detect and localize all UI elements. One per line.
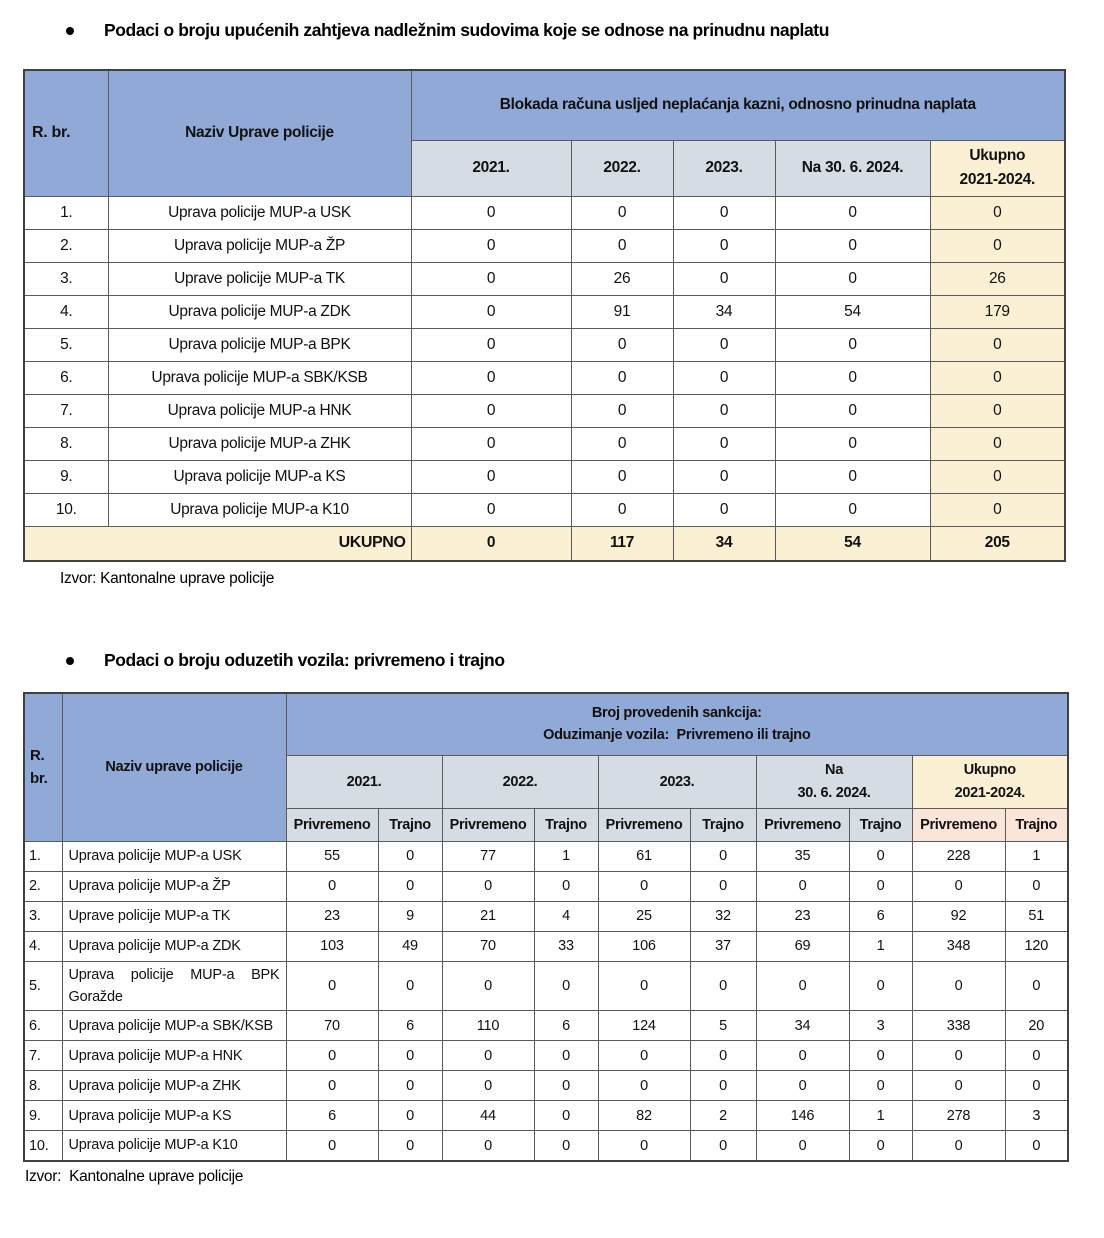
value-ukupno-trajno: 0 xyxy=(1005,1131,1068,1161)
value-2023-trajno: 0 xyxy=(690,871,756,901)
value-2023-trajno: 0 xyxy=(690,841,756,871)
police-administration-name: Uprava policije MUP-a USK xyxy=(62,841,286,871)
value-2022-trajno: 0 xyxy=(534,961,598,1011)
value-2022: 0 xyxy=(571,493,673,526)
col-header-na-2024 xyxy=(756,755,912,808)
police-administration-name: Uprava policije MUP-a BPK Goražde xyxy=(62,961,286,1011)
row-number: 3. xyxy=(24,262,108,295)
value-2023-privremeno: 0 xyxy=(598,1071,690,1101)
table1-header-row-1 xyxy=(24,70,1065,140)
value-na-2024-trajno: 0 xyxy=(849,1041,912,1071)
value-2022: 0 xyxy=(571,460,673,493)
value-2021-trajno: 6 xyxy=(378,1011,442,1041)
value-na-2024-privremeno: 69 xyxy=(756,931,849,961)
police-administration-name: Uprava policije MUP-a SBK/KSB xyxy=(62,1011,286,1041)
value-2021-privremeno: 23 xyxy=(286,901,378,931)
value-2022-trajno: 0 xyxy=(534,1071,598,1101)
subcol-na-2024-trajno: Trajno xyxy=(849,808,912,841)
value-na-2024-trajno: 6 xyxy=(849,901,912,931)
value-2022-privremeno: 77 xyxy=(442,841,534,871)
table-row xyxy=(24,901,1068,931)
table-row xyxy=(24,262,1065,295)
value-na-2024-privremeno: 0 xyxy=(756,1071,849,1101)
value-2021-privremeno: 0 xyxy=(286,871,378,901)
subcol-2022-privremeno: Privremeno xyxy=(442,808,534,841)
na-line2: 30. 6. 2024. xyxy=(797,784,871,801)
value-2021-privremeno: 55 xyxy=(286,841,378,871)
value-ukupno: 0 xyxy=(930,427,1065,460)
value-ukupno: 179 xyxy=(930,295,1065,328)
value-2023-privremeno: 0 xyxy=(598,1041,690,1071)
value-na-2024-trajno: 0 xyxy=(849,871,912,901)
value-ukupno-trajno: 0 xyxy=(1005,1041,1068,1071)
total-ukupno: 205 xyxy=(930,526,1065,561)
value-ukupno-trajno: 51 xyxy=(1005,901,1068,931)
value-2022: 0 xyxy=(571,328,673,361)
value-2021: 0 xyxy=(411,196,571,229)
section1-title: Podaci o broju upućenih zahtjeva nadležnim sudovima koje se odnose na prinudnu naplatu xyxy=(104,20,830,40)
police-administration-name: Uprava policije MUP-a ZHK xyxy=(62,1071,286,1101)
police-administration-name: Uprava policije MUP-a ŽP xyxy=(108,229,411,262)
value-ukupno: 0 xyxy=(930,394,1065,427)
rbr-line1: R. xyxy=(30,747,45,764)
value-2022-privremeno: 110 xyxy=(442,1011,534,1041)
value-ukupno-privremeno: 0 xyxy=(912,1041,1005,1071)
value-2022-trajno: 0 xyxy=(534,871,598,901)
ukupno-line1: Ukupno xyxy=(969,146,1026,164)
value-2023: 0 xyxy=(673,427,775,460)
value-2021: 0 xyxy=(411,361,571,394)
col-header-span xyxy=(286,693,1068,755)
value-2023-privremeno: 0 xyxy=(598,961,690,1011)
value-2022-privremeno: 0 xyxy=(442,871,534,901)
blokada-racuna-table xyxy=(23,69,1066,562)
value-2022-trajno: 0 xyxy=(534,1041,598,1071)
value-2022-privremeno: 0 xyxy=(442,1071,534,1101)
col-header-naziv: Naziv uprave policije xyxy=(62,693,286,841)
value-ukupno-privremeno: 0 xyxy=(912,961,1005,1011)
subcol-2021-privremeno: Privremeno xyxy=(286,808,378,841)
value-2022-privremeno: 0 xyxy=(442,1041,534,1071)
police-administration-name: Uprava policije MUP-a BPK xyxy=(108,328,411,361)
row-number: 9. xyxy=(24,460,108,493)
police-administration-name: Uprava policije MUP-a HNK xyxy=(108,394,411,427)
value-ukupno-privremeno: 348 xyxy=(912,931,1005,961)
table1-footer xyxy=(24,526,1065,561)
value-2023-privremeno: 61 xyxy=(598,841,690,871)
police-administration-name: Uprava policije MUP-a HNK xyxy=(62,1041,286,1071)
value-2022: 0 xyxy=(571,196,673,229)
rbr-line2: br. xyxy=(30,770,48,788)
span-line1: Broj provedenih sankcija: xyxy=(591,704,762,721)
total-2023: 34 xyxy=(673,526,775,561)
value-ukupno: 26 xyxy=(930,262,1065,295)
value-2021-privremeno: 70 xyxy=(286,1011,378,1041)
value-na-2024: 54 xyxy=(775,295,930,328)
subcol-2021-trajno: Trajno xyxy=(378,808,442,841)
table-row xyxy=(24,1131,1068,1161)
value-2021-trajno: 0 xyxy=(378,841,442,871)
value-2022-privremeno: 70 xyxy=(442,931,534,961)
span-line2: Oduzimanje vozila: Privremeno ili trajno xyxy=(543,727,811,744)
value-na-2024: 0 xyxy=(775,328,930,361)
value-na-2024-privremeno: 146 xyxy=(756,1101,849,1131)
value-na-2024-privremeno: 35 xyxy=(756,841,849,871)
col-header-rbr xyxy=(24,693,62,841)
value-2023-trajno: 0 xyxy=(690,1131,756,1161)
table-row xyxy=(24,295,1065,328)
value-na-2024: 0 xyxy=(775,460,930,493)
row-number: 5. xyxy=(24,328,108,361)
value-2021: 0 xyxy=(411,295,571,328)
table-row xyxy=(24,1041,1068,1071)
row-number: 10. xyxy=(24,1131,62,1161)
value-na-2024-privremeno: 0 xyxy=(756,871,849,901)
value-2022-trajno: 0 xyxy=(534,1131,598,1161)
value-2023-privremeno: 124 xyxy=(598,1011,690,1041)
table-row xyxy=(24,1071,1068,1101)
value-na-2024-privremeno: 0 xyxy=(756,961,849,1011)
subcol-2023-privremeno: Privremeno xyxy=(598,808,690,841)
section1-title-row xyxy=(66,20,1104,41)
value-ukupno-privremeno: 0 xyxy=(912,871,1005,901)
value-2021-privremeno: 0 xyxy=(286,1041,378,1071)
value-2021: 0 xyxy=(411,394,571,427)
value-na-2024-trajno: 3 xyxy=(849,1011,912,1041)
value-ukupno-trajno: 0 xyxy=(1005,1071,1068,1101)
total-row xyxy=(24,526,1065,561)
value-ukupno-privremeno: 278 xyxy=(912,1101,1005,1131)
value-ukupno: 0 xyxy=(930,460,1065,493)
value-2022: 91 xyxy=(571,295,673,328)
value-ukupno-trajno: 0 xyxy=(1005,961,1068,1011)
row-number: 7. xyxy=(24,1041,62,1071)
value-ukupno: 0 xyxy=(930,196,1065,229)
police-administration-name: Uprava policije MUP-a ZDK xyxy=(108,295,411,328)
value-2022: 0 xyxy=(571,229,673,262)
value-2022-privremeno: 44 xyxy=(442,1101,534,1131)
value-2021-privremeno: 6 xyxy=(286,1101,378,1131)
value-na-2024: 0 xyxy=(775,427,930,460)
col-header-2022: 2022. xyxy=(442,755,598,808)
total-na-2024: 54 xyxy=(775,526,930,561)
table-row xyxy=(24,961,1068,1011)
row-number: 3. xyxy=(24,901,62,931)
value-2023-privremeno: 25 xyxy=(598,901,690,931)
value-ukupno-trajno: 120 xyxy=(1005,931,1068,961)
col-header-na-2024: Na 30. 6. 2024. xyxy=(775,140,930,196)
value-2022-privremeno: 21 xyxy=(442,901,534,931)
value-ukupno-privremeno: 228 xyxy=(912,841,1005,871)
police-administration-name: Uprava policije MUP-a KS xyxy=(62,1101,286,1131)
bullet-icon xyxy=(66,27,74,35)
col-header-ukupno xyxy=(930,140,1065,196)
bullet-icon xyxy=(66,657,74,665)
col-header-2023: 2023. xyxy=(598,755,756,808)
subcol-ukupno-trajno: Trajno xyxy=(1005,808,1068,841)
police-administration-name: Uprava policije MUP-a SBK/KSB xyxy=(108,361,411,394)
value-2022: 0 xyxy=(571,427,673,460)
row-number: 8. xyxy=(24,427,108,460)
value-2021: 0 xyxy=(411,262,571,295)
col-header-2021: 2021. xyxy=(286,755,442,808)
ukupno-line1: Ukupno xyxy=(963,762,1016,779)
value-ukupno-privremeno: 92 xyxy=(912,901,1005,931)
value-2021-trajno: 0 xyxy=(378,961,442,1011)
value-na-2024: 0 xyxy=(775,196,930,229)
value-na-2024-trajno: 0 xyxy=(849,1071,912,1101)
col-header-span: Blokada računa usljed neplaćanja kazni, odnosno prinudna naplata xyxy=(411,70,1065,140)
oduzeta-vozila-table xyxy=(23,692,1069,1162)
na-line1: Na xyxy=(825,762,843,779)
table2-header-row-1 xyxy=(24,693,1068,755)
value-2021-privremeno: 0 xyxy=(286,1071,378,1101)
value-2021-trajno: 0 xyxy=(378,1131,442,1161)
section-oduzeta-vozila xyxy=(0,650,1104,1186)
table1-body xyxy=(24,196,1065,526)
value-ukupno-privremeno: 0 xyxy=(912,1071,1005,1101)
value-2023-privremeno: 82 xyxy=(598,1101,690,1131)
table-row xyxy=(24,460,1065,493)
total-label: UKUPNO xyxy=(24,526,411,561)
value-2021-trajno: 9 xyxy=(378,901,442,931)
table-row xyxy=(24,361,1065,394)
source-note-1: Izvor: Kantonalne uprave policije xyxy=(60,570,275,587)
value-2021-trajno: 0 xyxy=(378,1101,442,1131)
value-na-2024-privremeno: 0 xyxy=(756,1041,849,1071)
row-number: 9. xyxy=(24,1101,62,1131)
value-2023: 0 xyxy=(673,262,775,295)
value-na-2024-trajno: 0 xyxy=(849,841,912,871)
table-row xyxy=(24,394,1065,427)
value-2023: 0 xyxy=(673,460,775,493)
subcol-2023-trajno: Trajno xyxy=(690,808,756,841)
value-na-2024-privremeno: 0 xyxy=(756,1131,849,1161)
row-number: 7. xyxy=(24,394,108,427)
row-number: 2. xyxy=(24,229,108,262)
value-2023-trajno: 32 xyxy=(690,901,756,931)
value-2023: 34 xyxy=(673,295,775,328)
subcol-2022-trajno: Trajno xyxy=(534,808,598,841)
value-2022: 26 xyxy=(571,262,673,295)
value-2021: 0 xyxy=(411,229,571,262)
total-2021: 0 xyxy=(411,526,571,561)
value-2021-privremeno: 0 xyxy=(286,1131,378,1161)
table2-header xyxy=(24,693,1068,841)
value-ukupno-trajno: 3 xyxy=(1005,1101,1068,1131)
value-2021: 0 xyxy=(411,493,571,526)
value-ukupno-privremeno: 0 xyxy=(912,1131,1005,1161)
value-2023-trajno: 5 xyxy=(690,1011,756,1041)
row-number: 10. xyxy=(24,493,108,526)
row-number: 4. xyxy=(24,295,108,328)
value-ukupno-trajno: 20 xyxy=(1005,1011,1068,1041)
table-row xyxy=(24,493,1065,526)
value-2022-trajno: 1 xyxy=(534,841,598,871)
table-row xyxy=(24,328,1065,361)
value-2021: 0 xyxy=(411,460,571,493)
col-header-rbr: R. br. xyxy=(24,70,108,196)
value-ukupno-trajno: 1 xyxy=(1005,841,1068,871)
section2-title-row xyxy=(66,650,1104,671)
value-2023-trajno: 0 xyxy=(690,1071,756,1101)
value-2022-trajno: 0 xyxy=(534,1101,598,1131)
value-2023-privremeno: 0 xyxy=(598,1131,690,1161)
value-2021-trajno: 0 xyxy=(378,1071,442,1101)
value-na-2024-privremeno: 34 xyxy=(756,1011,849,1041)
value-2023: 0 xyxy=(673,328,775,361)
value-2022-trajno: 33 xyxy=(534,931,598,961)
value-2023: 0 xyxy=(673,493,775,526)
col-header-ukupno xyxy=(912,755,1068,808)
police-administration-name: Uprava policije MUP-a ZDK xyxy=(62,931,286,961)
value-2021: 0 xyxy=(411,427,571,460)
table-row xyxy=(24,931,1068,961)
police-administration-name: Uprava policije MUP-a K10 xyxy=(62,1131,286,1161)
value-2023-trajno: 37 xyxy=(690,931,756,961)
value-2021-privremeno: 0 xyxy=(286,961,378,1011)
value-ukupno-privremeno: 338 xyxy=(912,1011,1005,1041)
col-header-2021: 2021. xyxy=(411,140,571,196)
value-2023-trajno: 0 xyxy=(690,961,756,1011)
value-2022: 0 xyxy=(571,361,673,394)
value-2023-privremeno: 0 xyxy=(598,871,690,901)
row-number: 1. xyxy=(24,841,62,871)
value-2023: 0 xyxy=(673,361,775,394)
table-row xyxy=(24,1011,1068,1041)
value-ukupno: 0 xyxy=(930,229,1065,262)
total-2022: 117 xyxy=(571,526,673,561)
value-2022-trajno: 6 xyxy=(534,1011,598,1041)
value-2021-trajno: 0 xyxy=(378,871,442,901)
police-administration-name: Uprave policije MUP-a TK xyxy=(62,901,286,931)
section-blokada-racuna xyxy=(0,20,1104,588)
section2-title: Podaci o broju oduzetih vozila: privremeno i trajno xyxy=(104,650,505,670)
ukupno-line2: 2021-2024. xyxy=(954,784,1025,801)
value-2022-privremeno: 0 xyxy=(442,961,534,1011)
value-2023: 0 xyxy=(673,196,775,229)
value-ukupno-trajno: 0 xyxy=(1005,871,1068,901)
row-number: 8. xyxy=(24,1071,62,1101)
value-ukupno: 0 xyxy=(930,361,1065,394)
table-row xyxy=(24,841,1068,871)
col-header-2023: 2023. xyxy=(673,140,775,196)
table1-header xyxy=(24,70,1065,196)
value-2021: 0 xyxy=(411,328,571,361)
table-row xyxy=(24,196,1065,229)
value-ukupno: 0 xyxy=(930,328,1065,361)
value-na-2024-trajno: 0 xyxy=(849,1131,912,1161)
value-2022-trajno: 4 xyxy=(534,901,598,931)
value-2023-trajno: 2 xyxy=(690,1101,756,1131)
value-na-2024: 0 xyxy=(775,361,930,394)
row-number: 6. xyxy=(24,1011,62,1041)
table-row xyxy=(24,871,1068,901)
police-administration-name: Uprava policije MUP-a USK xyxy=(108,196,411,229)
value-na-2024: 0 xyxy=(775,394,930,427)
row-number: 6. xyxy=(24,361,108,394)
table2-body xyxy=(24,841,1068,1161)
value-na-2024-trajno: 1 xyxy=(849,931,912,961)
value-2023-privremeno: 106 xyxy=(598,931,690,961)
value-2021-trajno: 49 xyxy=(378,931,442,961)
police-administration-name: Uprava policije MUP-a KS xyxy=(108,460,411,493)
value-na-2024: 0 xyxy=(775,262,930,295)
ukupno-line2: 2021-2024. xyxy=(959,171,1035,188)
value-ukupno: 0 xyxy=(930,493,1065,526)
police-administration-name: Uprave policije MUP-a TK xyxy=(108,262,411,295)
value-2021-privremeno: 103 xyxy=(286,931,378,961)
row-number: 5. xyxy=(24,961,62,1011)
police-administration-name: Uprava policije MUP-a ŽP xyxy=(62,871,286,901)
value-2023: 0 xyxy=(673,229,775,262)
table-row xyxy=(24,427,1065,460)
value-na-2024-privremeno: 23 xyxy=(756,901,849,931)
col-header-2022: 2022. xyxy=(571,140,673,196)
police-administration-name: Uprava policije MUP-a ZHK xyxy=(108,427,411,460)
value-na-2024-trajno: 1 xyxy=(849,1101,912,1131)
value-2022-privremeno: 0 xyxy=(442,1131,534,1161)
value-na-2024: 0 xyxy=(775,229,930,262)
value-2022: 0 xyxy=(571,394,673,427)
police-administration-name: Uprava policije MUP-a K10 xyxy=(108,493,411,526)
value-2023-trajno: 0 xyxy=(690,1041,756,1071)
value-2023: 0 xyxy=(673,394,775,427)
row-number: 2. xyxy=(24,871,62,901)
subcol-ukupno-privremeno: Privremeno xyxy=(912,808,1005,841)
source-note-2: Izvor: Kantonalne uprave policije xyxy=(25,1167,244,1185)
row-number: 1. xyxy=(24,196,108,229)
value-na-2024: 0 xyxy=(775,493,930,526)
value-na-2024-trajno: 0 xyxy=(849,961,912,1011)
row-number: 4. xyxy=(24,931,62,961)
table-row xyxy=(24,1101,1068,1131)
value-2021-trajno: 0 xyxy=(378,1041,442,1071)
col-header-naziv: Naziv Uprave policije xyxy=(108,70,411,196)
subcol-na-2024-privremeno: Privremeno xyxy=(756,808,849,841)
table-row xyxy=(24,229,1065,262)
